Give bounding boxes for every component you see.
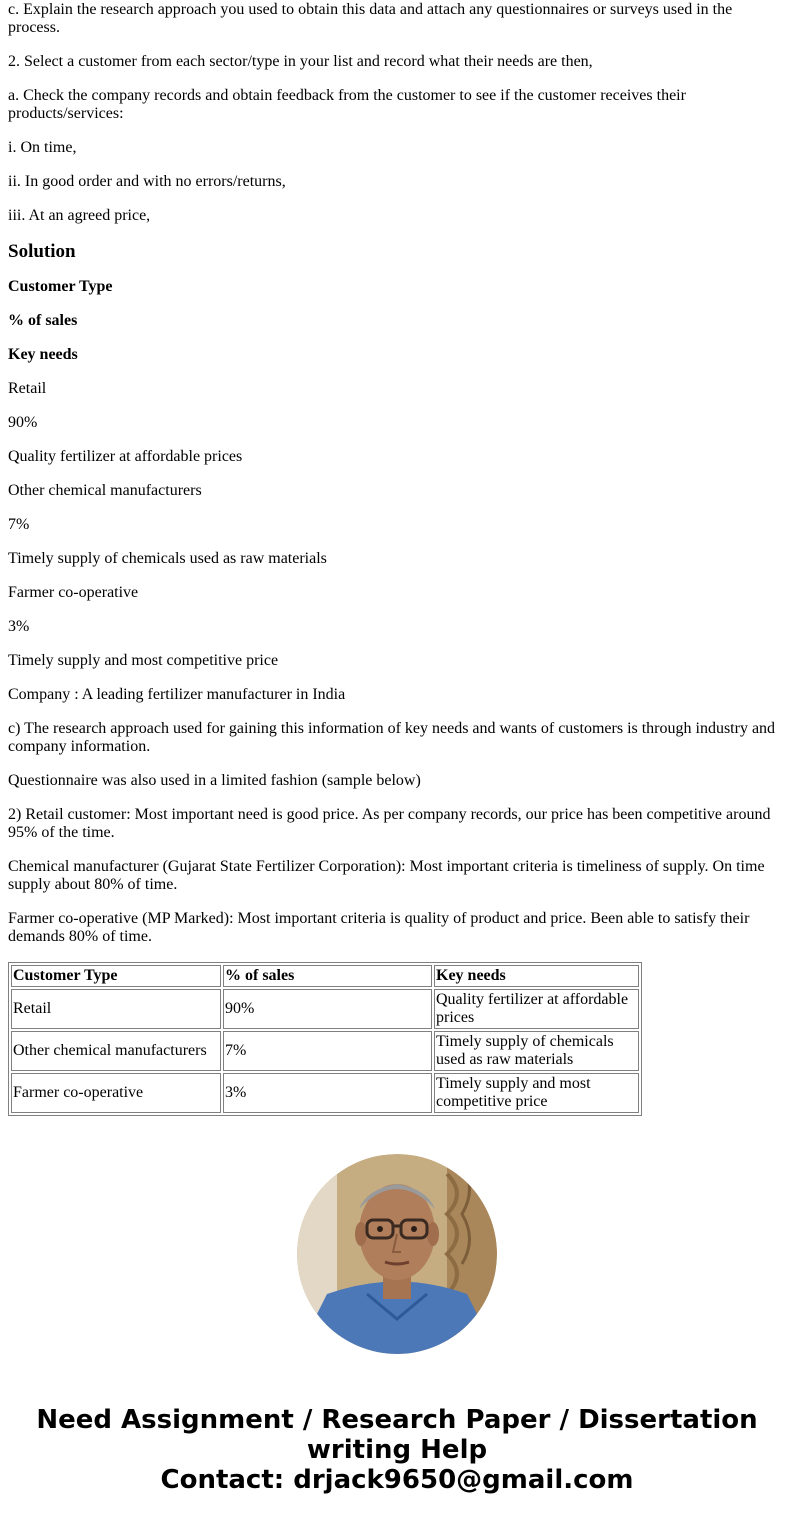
row3-type: Farmer co-operative (8, 584, 139, 601)
row1-percent: 90% (8, 414, 38, 431)
company-line: Company : A leading fertilizer manufacturer in India (8, 686, 346, 703)
table-row (11, 1031, 639, 1071)
portrait-image (297, 1154, 497, 1354)
table-cell: 7% (223, 1031, 432, 1071)
criterion-ii: ii. In good order and with no errors/returns, (8, 173, 286, 190)
row2-needs: Timely supply of chemicals used as raw materials (8, 550, 327, 567)
table-row (11, 989, 639, 1029)
chemical-note: Chemical manufacturer (Gujarat State Fertilizer Corporation): Most important criteria is timeliness of supply. On time supply about 80% of time. (8, 858, 765, 893)
row3-needs: Timely supply and most competitive price (8, 652, 279, 669)
document-body (0, 1, 794, 1116)
customer-table (8, 962, 642, 1116)
table-row (11, 1073, 639, 1113)
table-header-cell: Customer Type (11, 965, 221, 987)
table-header-cell: Key needs (434, 965, 639, 987)
table-cell: Timely supply of chemicals used as raw materials (434, 1031, 639, 1071)
header-customer-type: Customer Type (8, 278, 113, 295)
promo-line-2: writing Help (306, 1435, 488, 1465)
solution-heading: Solution (8, 241, 76, 262)
table-header-cell: % of sales (223, 965, 432, 987)
row1-type: Retail (8, 380, 47, 397)
table-cell: Other chemical manufacturers (11, 1031, 221, 1071)
table-cell: Timely supply and most competitive price (434, 1073, 639, 1113)
avatar (297, 1154, 497, 1354)
criterion-iii: iii. At an agreed price, (8, 207, 151, 224)
header-percent-sales: % of sales (8, 312, 78, 329)
question-c: c. Explain the research approach you used to obtain this data and attach any questionnaires or surveys used in the process. (8, 1, 733, 36)
row1-needs: Quality fertilizer at affordable prices (8, 448, 243, 465)
table-cell: Quality fertilizer at affordable prices (434, 989, 639, 1029)
questionnaire-note: Questionnaire was also used in a limited fashion (sample below) (8, 772, 421, 789)
header-key-needs: Key needs (8, 346, 78, 363)
row3-percent: 3% (8, 618, 30, 635)
promo-line-1: Need Assignment / Research Paper / Dissertation (36, 1405, 758, 1435)
table-cell: 90% (223, 989, 432, 1029)
table-cell: Retail (11, 989, 221, 1029)
table-cell: 3% (223, 1073, 432, 1113)
question-2: 2. Select a customer from each sector/type in your list and record what their needs are then, (8, 53, 593, 70)
table-cell: Farmer co-operative (11, 1073, 221, 1113)
criterion-i: i. On time, (8, 139, 77, 156)
research-approach: c) The research approach used for gaining this information of key needs and wants of customers is through industry and company information. (8, 720, 776, 755)
promo-footer (0, 1405, 794, 1495)
farmer-note: Farmer co-operative (MP Marked): Most important criteria is quality of product and price. Been able to satisfy their demands 80% of time. (8, 910, 750, 945)
row2-type: Other chemical manufacturers (8, 482, 202, 499)
table-header-row (11, 965, 639, 987)
row2-percent: 7% (8, 516, 30, 533)
retail-note: 2) Retail customer: Most important need is good price. As per company records, our price has been competitive around 95% of the time. (8, 806, 771, 841)
question-2a: a. Check the company records and obtain feedback from the customer to see if the customer receives their products/services: (8, 87, 686, 122)
promo-contact: Contact: drjack9650@gmail.com (160, 1465, 634, 1495)
